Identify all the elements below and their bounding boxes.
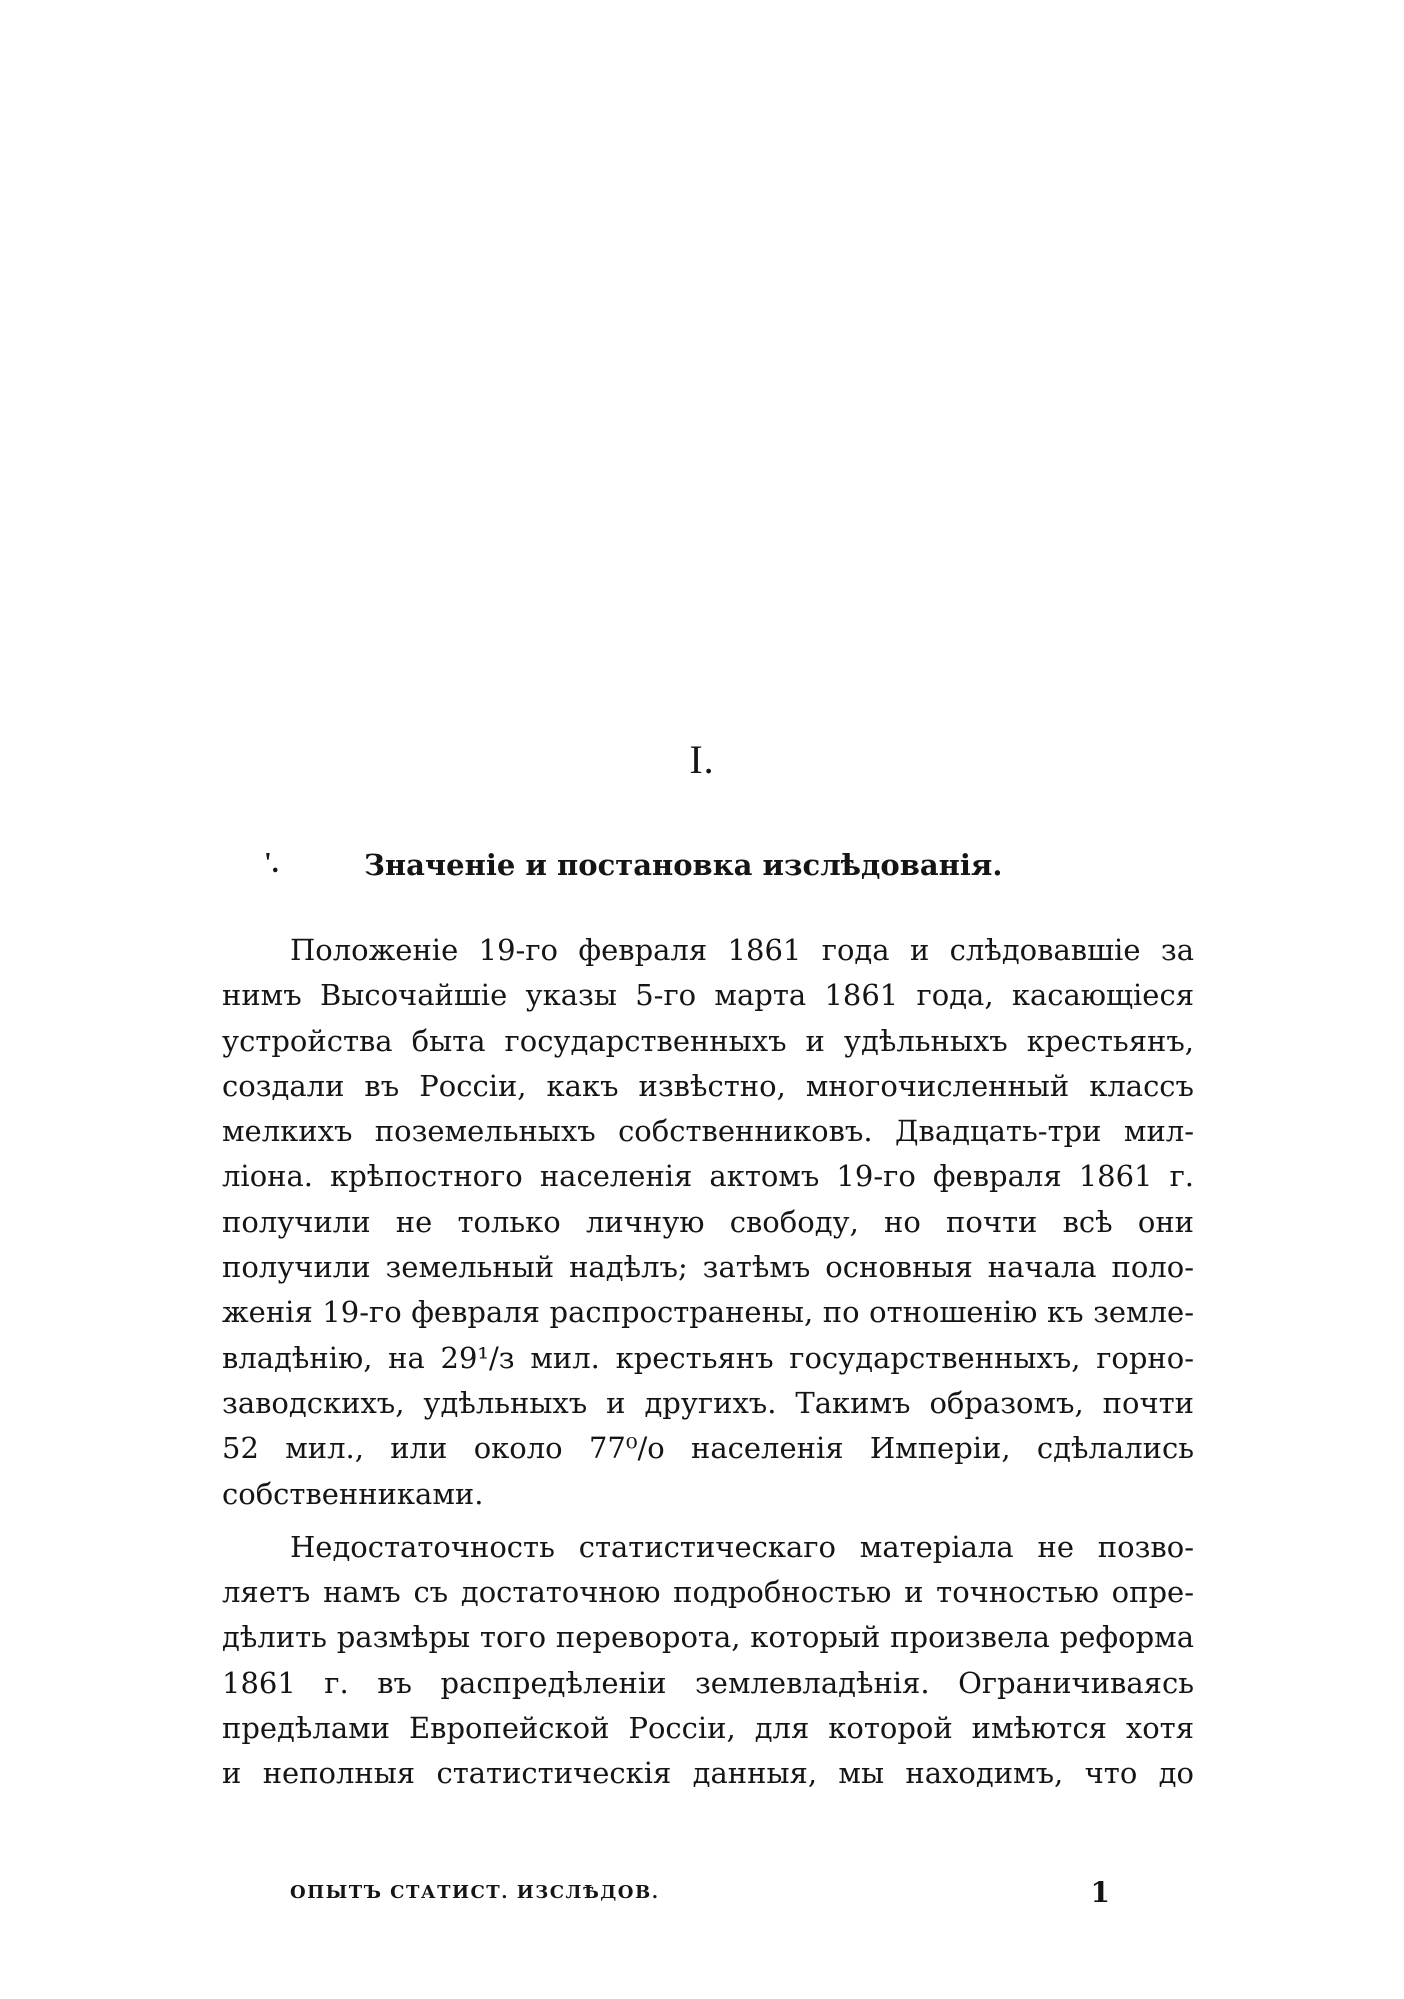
text-line: собственниками.	[222, 1476, 484, 1511]
page-footer	[290, 1876, 1110, 1922]
text-line: ляетъ намъ съ достаточною подробностью и точностью опре-	[222, 1575, 1194, 1610]
text-line: Недостаточность статистическаго матерiала не позво-	[290, 1529, 1194, 1564]
text-line: дѣлить размѣры того переворота, который произвела реформа	[222, 1620, 1194, 1655]
text-line: женiя 19-го февраля распространены, по отношенiю къ земле-	[222, 1295, 1194, 1330]
text-line: получили земельный надѣлъ; затѣмъ основныя начала поло-	[222, 1250, 1194, 1285]
text-line: и неполныя статистическiя данныя, мы находимъ, что до	[222, 1756, 1194, 1791]
text-line: лiона. крѣпостного населенiя актомъ 19-го февраля 1861 г.	[222, 1159, 1194, 1194]
text-line: 52 мил., или около 77⁰/о населенiя Имперiи, сдѣлались	[222, 1431, 1194, 1466]
text-line: Положенiе 19-го февраля 1861 года и слѣдовавшiе за	[290, 933, 1194, 967]
page-number: 1	[1090, 1876, 1110, 1909]
text-line: нимъ Высочайшiе указы 5-го марта 1861 года, касающiеся	[222, 978, 1194, 1013]
text-line: получили не только личную свободу, но почти всѣ они	[222, 1204, 1194, 1239]
text-line: мелкихъ поземельныхъ собственниковъ. Двадцать-три мил-	[222, 1114, 1194, 1149]
text-line: предѣлами Европейской Россiи, для которой имѣются хотя	[222, 1711, 1194, 1746]
section-heading: Значенiе и постановка изслѣдованiя.	[364, 848, 1003, 882]
heading-mark: '.	[264, 848, 279, 879]
text-line: заводскихъ, удѣльныхъ и другихъ. Такимъ образомъ, почти	[222, 1385, 1194, 1420]
text-line: 1861 г. въ распредѣленiи землевладѣнiя. Ограничиваясь	[222, 1665, 1194, 1700]
text-line: создали въ Россiи, какъ извѣстно, многочисленный классъ	[222, 1068, 1194, 1103]
section-heading-row	[264, 848, 1054, 908]
footer-signature: ОПЫТЪ СТАТИСТ. ИЗСЛѢДОВ.	[290, 1882, 660, 1903]
chapter-number: I.	[689, 737, 715, 782]
text-line: устройства быта государственныхъ и удѣльныхъ крестьянъ,	[222, 1023, 1194, 1058]
text-line: владѣнiю, на 29¹/з мил. крестьянъ государственныхъ, горно-	[222, 1340, 1194, 1375]
paragraph-gap	[222, 1517, 1194, 1525]
body-text	[222, 928, 1194, 1797]
